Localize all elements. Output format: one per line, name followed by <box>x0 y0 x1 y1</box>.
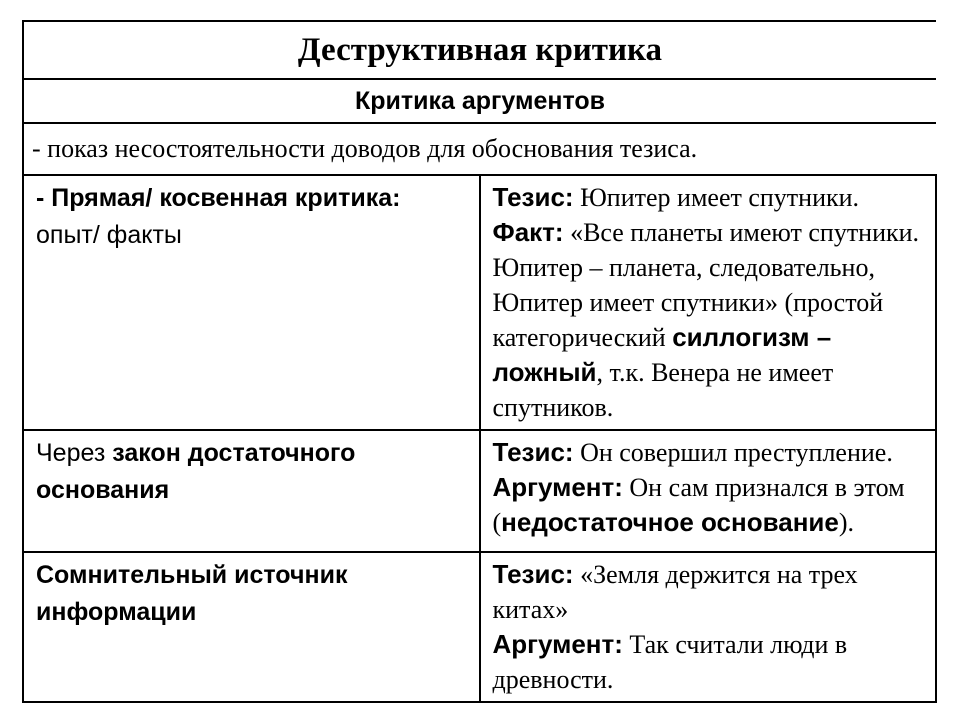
plain-text: Так считали люди в древности. <box>492 630 848 694</box>
row-label <box>23 430 480 552</box>
row-example <box>480 552 937 702</box>
bold-text: Факт: <box>492 217 564 247</box>
bold-text: Тезис: <box>492 182 574 212</box>
row-example <box>480 175 937 430</box>
table-description: - показ несостоятельности доводов для обоснования тезиса. <box>23 123 936 175</box>
bold-text: Сомнительный источник информации <box>36 561 348 626</box>
bold-text: силлогизм – ложный <box>492 322 832 387</box>
row-example <box>480 430 937 552</box>
plain-text: опыт/ факты <box>36 221 182 249</box>
table-title: Деструктивная критика <box>23 21 936 79</box>
critique-table <box>22 20 937 703</box>
plain-text: ). <box>838 508 855 537</box>
table-row <box>23 430 936 552</box>
bold-text: Аргумент: <box>492 472 623 502</box>
bold-text: - Прямая/ косвенная критика: <box>36 184 401 212</box>
bold-text: недостаточное основание <box>501 507 839 537</box>
plain-text: Юпитер имеет спутники. <box>573 183 860 212</box>
plain-text: Через <box>36 439 113 467</box>
row-label <box>23 175 480 430</box>
plain-text: «Все планеты имеют спутники. Юпитер – планета, следовательно, Юпитер имеет спутники» (простой категорический <box>492 218 920 352</box>
bold-text: закон достаточного основания <box>36 439 356 504</box>
plain-text: «Земля держится на трех китах» <box>492 560 858 624</box>
plain-text: Он сам признался в этом ( <box>492 473 905 537</box>
bold-text: Тезис: <box>492 437 574 467</box>
bold-text: Аргумент: <box>492 629 623 659</box>
row-label <box>23 552 480 702</box>
bold-text: Тезис: <box>492 559 574 589</box>
table-row <box>23 552 936 702</box>
plain-text: , т.к. Венера не имеет спутников. <box>492 358 834 422</box>
table-subtitle: Критика аргументов <box>23 79 936 123</box>
plain-text: Он совершил преступление. <box>573 438 893 467</box>
table-row <box>23 175 936 430</box>
